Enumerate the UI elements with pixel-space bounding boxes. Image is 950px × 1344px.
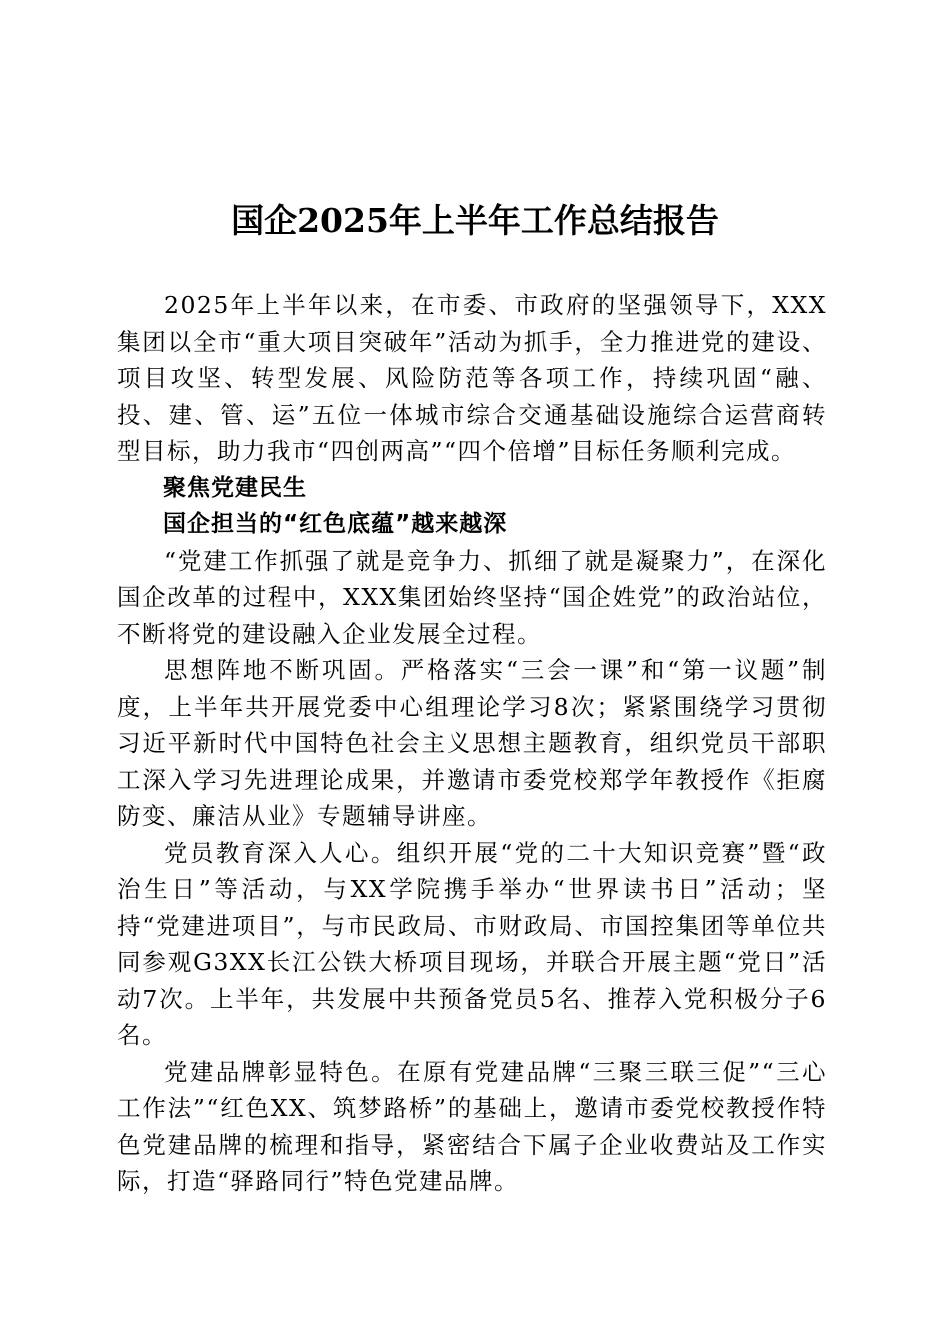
intro-paragraph: 2025年上半年以来，在市委、市政府的坚强领导下，XXX集团以全市“重大项目突破年”活动为抓手，全力推进党的建设、项目攻坚、转型发展、风险防范等各项工作，持续巩固“融、投、建、管、运”五位一体城市综合交通基础设施综合运营商转型目标，助力我市“四创两高”“四个倍增”目标任务顺利完成。	[117, 291, 827, 465]
brand-paragraph: 党建品牌彰显特色。在原有党建品牌“三聚三联三促”“三心工作法”“红色XX、筑梦路桥”的基础上，邀请市委党校教授作特色党建品牌的梳理和指导，紧密结合下属子企业收费站及工作实际，打造“驿路同行”特色党建品牌。	[117, 1057, 827, 1195]
member-education-paragraph: 党员教育深入人心。组织开展“党的二十大知识竞赛”暨“政治生日”等活动，与XX学院携手举办“世界读书日”活动；坚持“党建进项目”，与市民政局、市财政局、市国控集团等单位共同参观G3XX长江公铁大桥项目现场，并联合开展主题“党日”活动7次。上半年，共发展中共预备党员5名、推荐入党积极分子6名。	[117, 838, 827, 1049]
ideology-paragraph: 思想阵地不断巩固。严格落实“三会一课”和“第一议题”制度，上半年共开展党委中心组理论学习8次；紧紧围绕学习贯彻习近平新时代中国特色社会主义思想主题教育，组织党员干部职工深入学习先进理论成果，并邀请市委党校郑学年教授作《拒腐防变、廉洁从业》专题辅导讲座。	[117, 656, 827, 830]
document-body	[117, 287, 827, 1200]
party-building-paragraph: “党建工作抓强了就是竞争力、抓细了就是凝聚力”，在深化国企改革的过程中，XXX集团始终坚持“国企姓党”的政治站位，不断将党的建设融入企业发展全过程。	[117, 546, 827, 648]
subsection-heading: 国企担当的“红色底蕴”越来越深	[163, 511, 508, 537]
section-heading: 聚焦党建民生	[163, 474, 307, 501]
document-title: 国企2025年上半年工作总结报告	[231, 201, 719, 240]
